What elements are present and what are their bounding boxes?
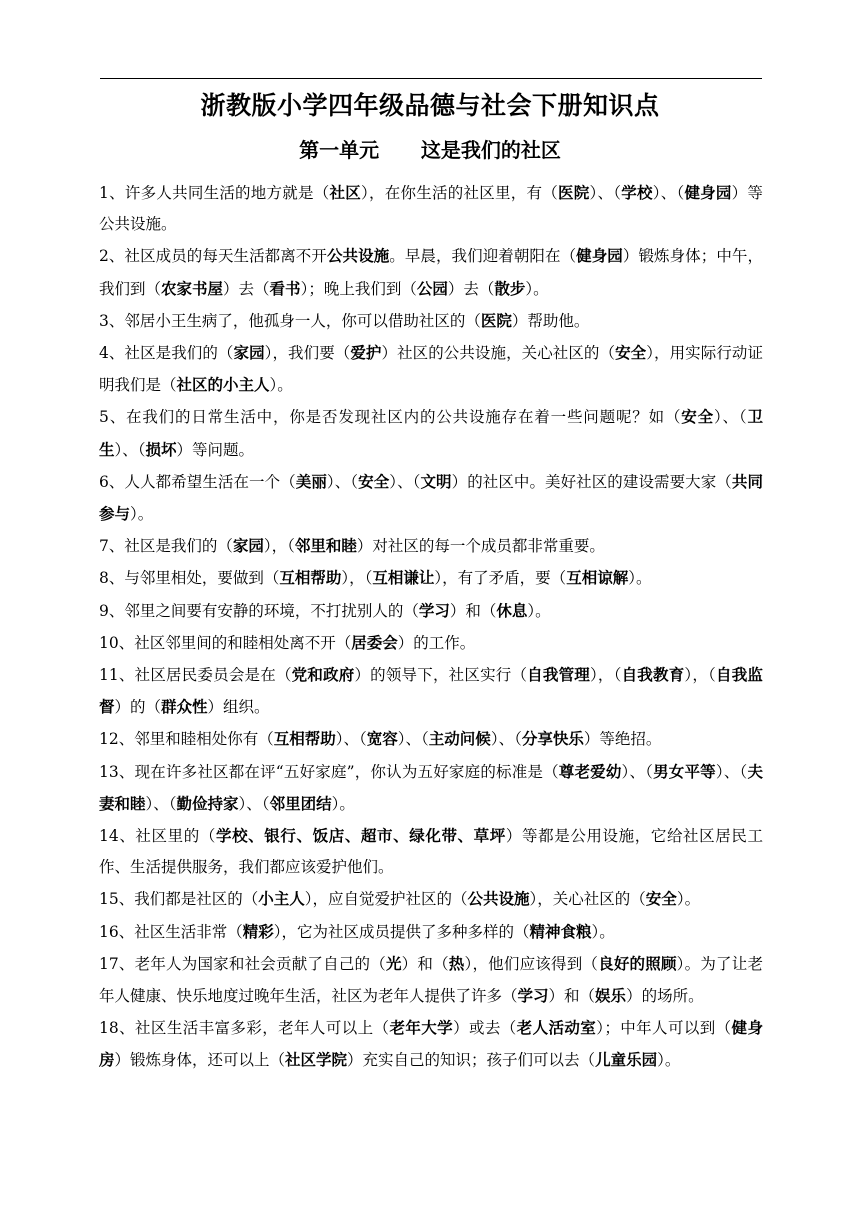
answer-keyword: 美丽	[295, 471, 327, 491]
item-text: ）、（	[238, 794, 270, 813]
document-title: 浙教版小学四年级品德与社会下册知识点	[200, 91, 660, 120]
item-text: ），他们应该得到（	[464, 954, 599, 973]
answer-keyword: 学校	[621, 183, 653, 202]
unit-title: 第一单元 这是我们的社区	[299, 138, 561, 162]
item-text: 17、老年人为国家和社会贡献了自己的（	[99, 954, 386, 973]
item-text: ）组织。	[207, 698, 270, 717]
knowledge-item	[99, 916, 763, 948]
item-text: ）、（	[713, 408, 748, 427]
answer-keyword: 健身房	[99, 1018, 763, 1070]
answer-keyword: 分享快乐	[521, 729, 584, 749]
item-text: 1、许多人共同生活的地方就是（	[99, 184, 330, 202]
knowledge-item	[99, 337, 763, 401]
item-text: ）。	[657, 1051, 681, 1070]
knowledge-item	[99, 1012, 763, 1076]
item-text: 16、社区生活非常（	[99, 922, 243, 941]
item-text: ）等绝招。	[583, 730, 662, 749]
item-text: ）和（	[401, 954, 449, 973]
item-text: ）帮助他。	[511, 311, 590, 330]
item-text: ）等问题。	[176, 440, 255, 459]
item-text: ）、（	[652, 184, 685, 202]
knowledge-item	[99, 627, 763, 659]
answer-keyword: 共同参与	[99, 471, 763, 524]
item-text: ）去（	[223, 279, 270, 298]
knowledge-item	[99, 562, 763, 594]
item-text: ）。为了让老年人健康、快乐地度过晚年生活，社区为老年人提供了许多（	[99, 954, 763, 1006]
item-text: ）社区的公共设施，关心社区的（	[381, 344, 616, 363]
answer-keyword: 宽容	[366, 729, 398, 749]
answer-keyword: 光	[385, 953, 402, 973]
answer-keyword: 爱护	[350, 343, 382, 363]
item-text: ）等都是公用设施，它给社区居民工作、生活提供服务，我们都应该爱护他们。	[99, 827, 763, 877]
item-text: 8、与邻里相处，要做到（	[99, 569, 280, 588]
knowledge-item	[99, 530, 763, 562]
answer-keyword: 儿童乐园	[595, 1050, 658, 1070]
item-text: ）。	[525, 279, 549, 298]
answer-keyword: 主动问候	[428, 729, 491, 749]
answer-keyword: 家园	[233, 343, 265, 363]
item-text: ），（	[684, 666, 717, 685]
item-text: ）、（	[326, 472, 359, 491]
knowledge-list	[99, 177, 763, 1077]
item-text: 11、社区居民委员会是在（	[99, 666, 292, 685]
answer-keyword: 公园	[416, 278, 448, 298]
item-text: ）和（	[449, 601, 497, 620]
item-text: ）的场所。	[626, 987, 704, 1006]
item-text: ）；中年人可以到（	[596, 1019, 732, 1038]
answer-keyword: 学校、银行、饭店、超市、绿化带、草坪	[215, 826, 506, 846]
item-text: ）、（	[397, 730, 429, 749]
answer-keyword: 健身园	[684, 183, 732, 202]
knowledge-item	[99, 948, 763, 1012]
answer-keyword: 娱乐	[595, 986, 627, 1006]
answer-keyword: 邻里团结	[269, 793, 332, 813]
answer-keyword: 老年大学	[389, 1018, 454, 1038]
item-text: 12、邻里和睦相处你有（	[99, 730, 274, 749]
item-text: ）。	[676, 890, 701, 909]
item-text: ）锻炼身体，还可以上（	[114, 1051, 286, 1070]
answer-keyword: 文明	[420, 471, 452, 491]
item-text: ），应自觉爱护社区的（	[304, 890, 468, 909]
knowledge-item	[99, 883, 763, 915]
answer-keyword: 夫妻和睦	[99, 761, 763, 813]
item-text: ）的领导下，社区实行（	[354, 666, 528, 685]
answer-keyword: 学习	[418, 600, 450, 620]
answer-keyword: 看书	[269, 278, 301, 298]
answer-keyword: 散步	[494, 278, 526, 298]
answer-keyword: 安全	[645, 889, 677, 909]
knowledge-item	[99, 595, 763, 627]
knowledge-item	[99, 820, 763, 883]
answer-keyword: 群众性	[161, 697, 208, 717]
item-text: ）的社区中。美好社区的建设需要大家（	[451, 472, 732, 491]
answer-keyword: 互相谦让	[372, 568, 435, 588]
item-text: ）、（	[114, 440, 146, 459]
item-text: ），有了矛盾，要（	[434, 569, 567, 588]
answer-keyword: 学习	[517, 986, 549, 1006]
answer-keyword: 互相谅解	[566, 568, 629, 588]
answer-keyword: 公共设施	[467, 889, 530, 909]
item-text: ）去（	[447, 279, 495, 298]
item-text: ）的工作。	[397, 633, 476, 652]
item-text: 7、社区是我们的（	[99, 537, 233, 556]
answer-keyword: 邻里和睦	[294, 536, 357, 556]
header-rule	[100, 78, 762, 79]
item-text: ）锻炼身体；中午，我们到（	[99, 247, 763, 298]
knowledge-item	[99, 466, 763, 530]
item-text: ）、（	[490, 730, 522, 749]
item-text: ）和（	[548, 987, 596, 1006]
answer-keyword: 良好的照顾	[598, 953, 677, 973]
item-text: 5、在我们的日常生活中，你是否发现社区内的公共设施存在着一些问题呢？如（	[99, 408, 682, 427]
answer-keyword: 尊老爱幼	[558, 761, 622, 781]
item-text: ）；晚上我们到（	[300, 279, 417, 298]
answer-keyword: 社区	[329, 183, 362, 202]
answer-keyword: 卫生	[99, 407, 763, 459]
knowledge-item	[99, 240, 763, 304]
answer-keyword: 公共设施	[326, 246, 390, 266]
knowledge-item	[99, 659, 763, 723]
item-text: ）。	[527, 601, 551, 620]
answer-keyword: 热	[448, 953, 465, 973]
answer-keyword: 小主人	[258, 889, 305, 909]
knowledge-item	[99, 401, 763, 465]
item-text: 10、社区邻里间的和睦相处离不开（	[99, 633, 352, 652]
item-text: ）的（	[114, 698, 162, 717]
answer-keyword: 安全	[358, 471, 390, 491]
item-text: ），我们要（	[264, 344, 351, 363]
item-text: ），关心社区的（	[529, 890, 646, 909]
answer-keyword: 男女平等	[653, 761, 716, 781]
item-text: 13、现在许多社区都在评“五好家庭”，你认为五好家庭的标准是（	[99, 762, 559, 781]
item-text: ），用实际行动证明我们是（	[99, 344, 763, 395]
answer-keyword: 老人活动室	[516, 1018, 597, 1038]
item-text: ），（	[263, 537, 295, 556]
answer-keyword: 自我教育	[621, 665, 685, 685]
item-text: ），（	[589, 666, 622, 685]
answer-keyword: 精彩	[242, 921, 274, 941]
answer-keyword: 安全	[615, 343, 647, 363]
item-text: 。早晨，我们迎着朝阳在（	[389, 247, 577, 266]
answer-keyword: 休息	[496, 600, 528, 620]
item-text: ）等公共设施。	[99, 184, 763, 234]
item-text: ）、（	[389, 472, 421, 491]
item-text: 6、人人都希望生活在一个（	[99, 472, 296, 491]
item-text: ）。	[628, 569, 652, 588]
answer-keyword: 互相帮助	[279, 568, 342, 588]
answer-keyword: 医院	[480, 310, 512, 330]
knowledge-item	[99, 756, 763, 820]
item-text: 4、社区是我们的（	[99, 344, 234, 363]
answer-keyword: 医院	[557, 183, 590, 202]
item-text: ）或去（	[453, 1019, 517, 1038]
item-text: ）。	[331, 794, 355, 813]
knowledge-item	[99, 177, 763, 240]
knowledge-item	[99, 723, 763, 755]
answer-keyword: 社区的小主人	[176, 375, 270, 395]
item-text: 14、社区里的（	[99, 827, 216, 846]
item-text: 18、社区生活丰富多彩，老年人可以上（	[99, 1019, 390, 1038]
answer-keyword: 自我管理	[527, 665, 590, 685]
answer-keyword: 社区学院	[285, 1050, 348, 1070]
answer-keyword: 安全	[681, 407, 714, 427]
answer-keyword: 勤俭持家	[176, 793, 239, 813]
answer-keyword: 互相帮助	[273, 729, 336, 749]
item-text: ）、（	[589, 184, 622, 202]
answer-keyword: 居委会	[351, 632, 398, 652]
item-text: ）。	[130, 505, 154, 524]
item-text: ）对社区的每一个成员都非常重要。	[356, 537, 605, 556]
knowledge-item	[99, 305, 763, 337]
item-text: ）。	[269, 376, 293, 395]
item-text: 9、邻里之间要有安静的环境，不打扰别人的（	[99, 601, 419, 620]
item-text: ），在你生活的社区里，有（	[361, 184, 558, 202]
item-text: ）、（	[335, 730, 367, 749]
item-text: ）、（	[621, 762, 654, 781]
answer-keyword: 党和政府	[291, 665, 355, 685]
answer-keyword: 精神食粮	[529, 921, 592, 941]
item-text: ），（	[341, 569, 373, 588]
answer-keyword: 自我监督	[99, 665, 763, 717]
answer-keyword: 家园	[232, 536, 264, 556]
item-text: 3、邻居小王生病了，他孤身一人，你可以借助社区的（	[99, 311, 481, 330]
answer-keyword: 损坏	[145, 439, 177, 459]
answer-keyword: 健身园	[576, 246, 623, 266]
item-text: ）充实自己的知识；孩子们可以去（	[347, 1051, 596, 1070]
item-text: 15、我们都是社区的（	[99, 890, 259, 909]
item-text: ）、（	[145, 794, 177, 813]
item-text: 2、社区成员的每天生活都离不开	[99, 247, 327, 266]
answer-keyword: 农家书屋	[161, 278, 224, 298]
item-text: ）。	[591, 922, 615, 941]
item-text: ）、（	[715, 762, 748, 781]
item-text: ），它为社区成员提供了多种多样的（	[273, 922, 530, 941]
